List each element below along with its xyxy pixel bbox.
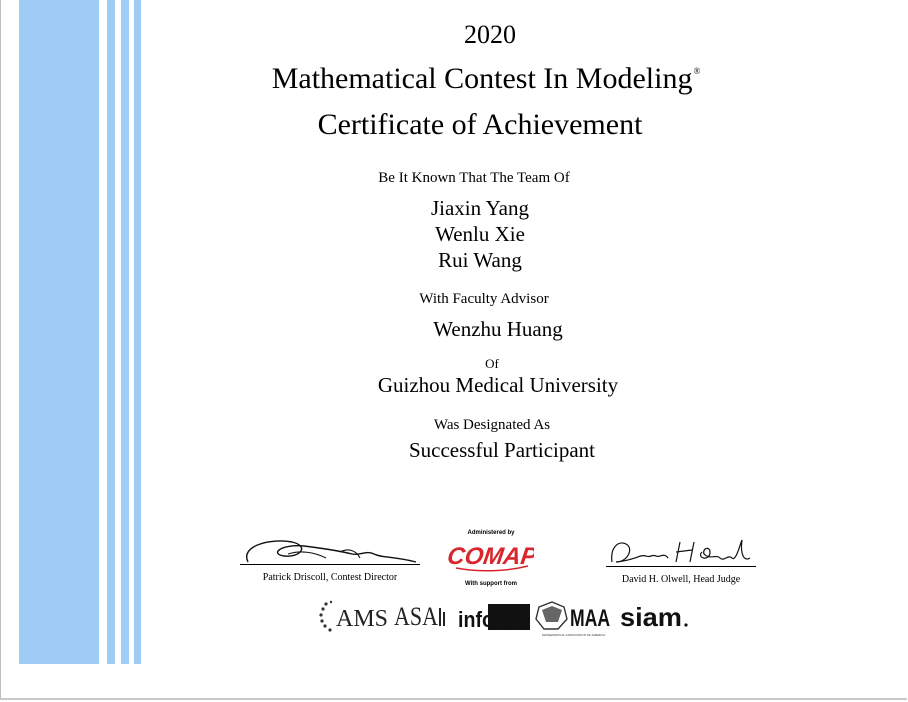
certificate-title: Certificate of Achievement xyxy=(317,108,643,141)
team-member-3: Rui Wang xyxy=(438,248,522,272)
asa-logo-text: ASA xyxy=(394,602,439,631)
contest-name-text: Mathematical Contest In Modeling xyxy=(271,62,693,95)
institution-name: Guizhou Medical University xyxy=(377,373,619,397)
comap-logo xyxy=(448,536,534,574)
informs-logo xyxy=(458,604,530,632)
ams-logo-text: AMS xyxy=(336,606,389,632)
with-support-label: With support from xyxy=(465,581,517,587)
registered-mark: ® xyxy=(693,66,701,76)
head-judge-signature-block xyxy=(606,534,756,588)
designation-value: Successful Participant xyxy=(408,438,596,462)
head-judge-signature xyxy=(606,534,756,568)
administered-by-label: Administered by xyxy=(467,530,515,536)
signature-line-left xyxy=(240,564,420,565)
maa-logo xyxy=(536,602,610,637)
designation-label: Was Designated As xyxy=(433,417,551,433)
comap-block xyxy=(448,530,534,590)
maa-logo-text: MAA xyxy=(570,605,610,632)
ams-logo xyxy=(319,601,388,632)
sponsor-logos xyxy=(318,598,698,638)
siam-logo xyxy=(620,602,688,632)
team-member-1: Jiaxin Yang xyxy=(430,196,530,220)
contest-director-caption: Patrick Driscoll, Contest Director xyxy=(262,572,398,583)
contest-name xyxy=(0,62,908,96)
team-member-2: Wenlu Xie xyxy=(435,222,525,246)
asa-logo xyxy=(394,602,445,631)
certificate-year: 2020 xyxy=(464,20,516,49)
team-intro: Be It Known That The Team Of xyxy=(378,170,570,186)
siam-logo-text: siam xyxy=(620,602,682,632)
maa-logo-subtext: MATHEMATICAL ASSOCIATION OF AMERICA xyxy=(542,633,606,637)
advisor-label: With Faculty Advisor xyxy=(419,291,549,307)
of-label: Of xyxy=(485,356,499,371)
signature-line-right xyxy=(606,566,756,567)
contest-director-signature xyxy=(240,532,420,566)
advisor-name: Wenzhu Huang xyxy=(433,317,563,341)
comap-logo-text: COMAP xyxy=(448,543,534,570)
informs-logo-text: informs xyxy=(458,607,530,632)
contest-director-signature-block xyxy=(240,532,420,588)
head-judge-caption: David H. Olwell, Head Judge xyxy=(621,574,741,585)
